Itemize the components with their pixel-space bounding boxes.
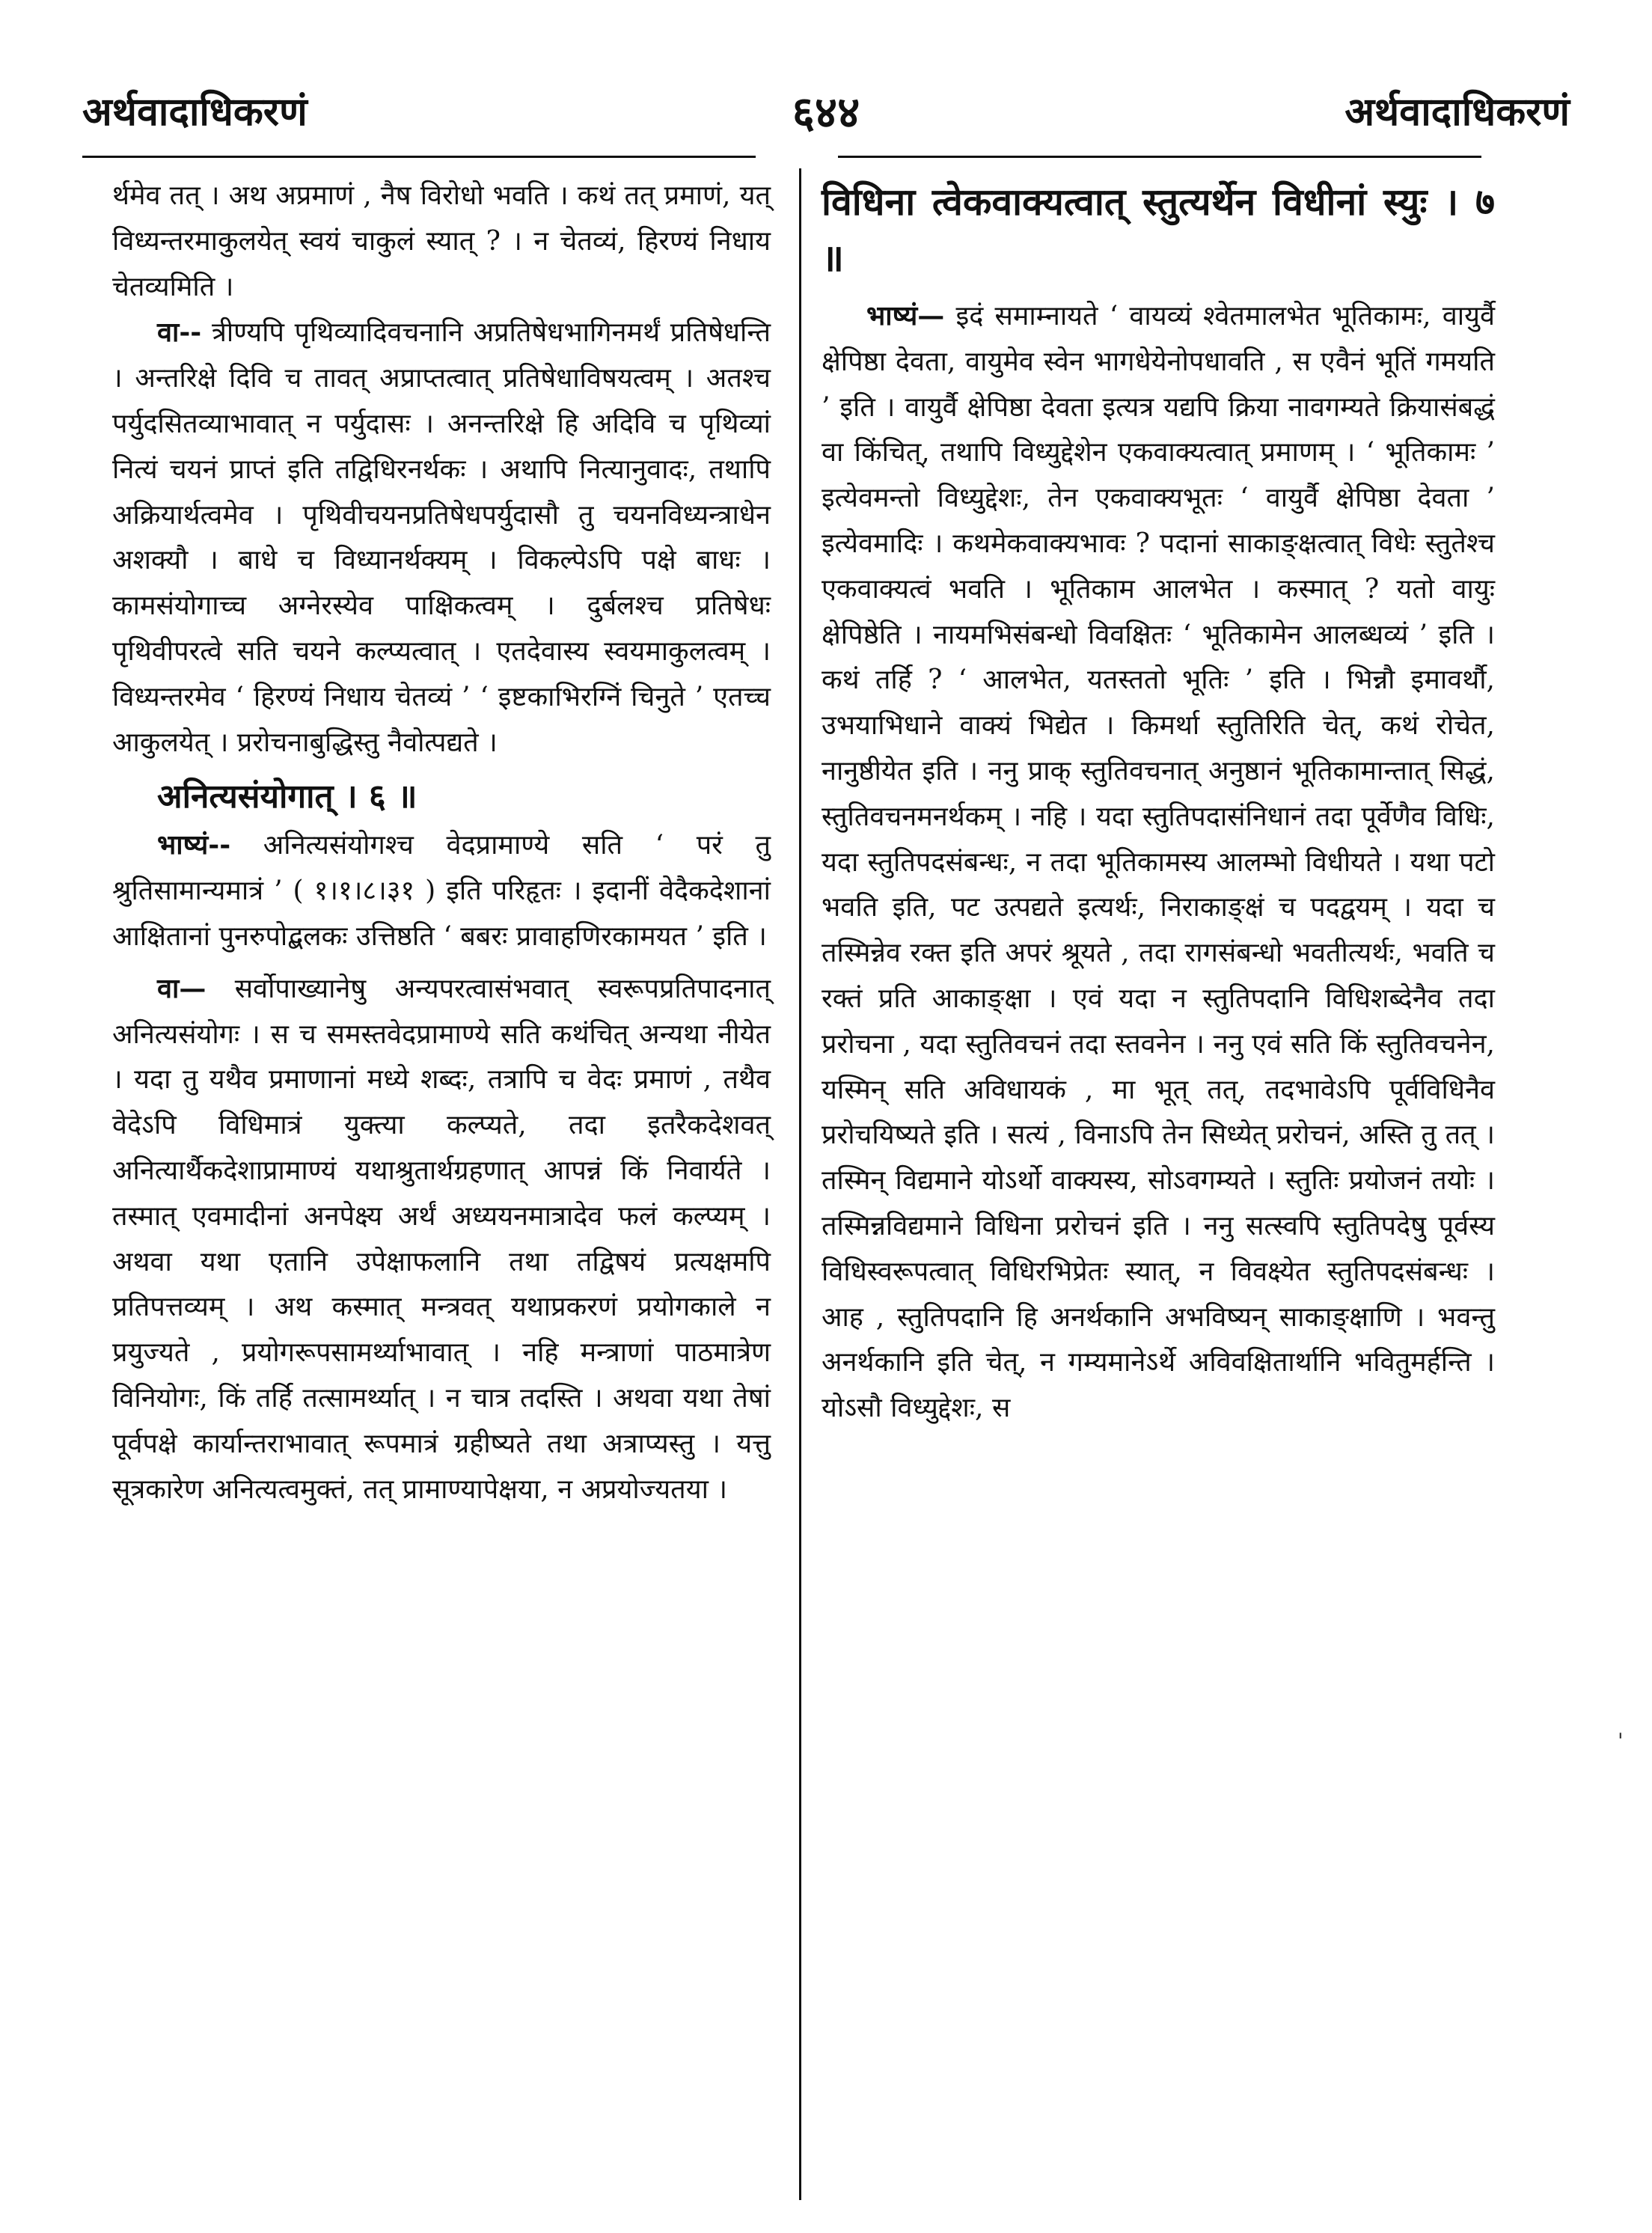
right-column bbox=[822, 174, 1495, 1432]
vartika-text: त्रीण्यपि पृथिव्यादिवचनानि अप्रतिषेधभागिनमर्थं प्रतिषेधन्ति । अन्तरिक्षे दिवि च तावत् अप्राप्तत्वात् प्रतिषेधाविषयत्वम् । अतश्च पर्युदसितव्याभावात् न पर्युदासः । अनन्तरिक्षे हि अदिवि च पृथिव्यां नित्यं चयनं प्राप्तं इति तद्विधिरनर्थकः । अथापि नित्यानुवादः, तथापि अक्रियार्थत्वमेव । पृथिवीचयनप्रतिषेधपर्युदासौ तु चयनविध्यन्त्राधेन अशक्यौ । बाधे च विध्यानर्थक्यम् । विकल्पेऽपि पक्षे बाधः । कामसंयोगाच्च अग्नेरस्येव पाक्षिकत्वम् । दुर्बलश्च प्रतिषेधः पृथिवीपरत्वे सति चयने कल्प्यत्वात् । एतदेवास्य स्वयमाकुलत्वम् । विध्यन्तरमेव ‘ हिरण्यं निधाय चेतव्यं ’ ‘ इष्टकाभिरग्निं चिनुते ’ एतच्च आकुलयेत् । प्ररोचनाबुद्धिस्तु नैवोत्पद्यते । bbox=[112, 317, 771, 758]
vartika-label-2: वा— bbox=[157, 972, 206, 1004]
column-divider bbox=[799, 168, 801, 2200]
bhashya-label: भाष्यं-- bbox=[157, 829, 231, 861]
continuation-paragraph: र्थमेव तत् । अथ अप्रमाणं , नैष विरोधो भवति । कथं तत् प्रमाणं, यत् विध्यन्तरमाकुलयेत् स्वयं चाकुलं स्यात् ? । न चेतव्यं, हिरण्यं निधाय चेतव्यमिति । bbox=[112, 180, 771, 302]
vartika-paragraph-2 bbox=[112, 966, 771, 1513]
running-title-left: अर्थवादाधिकरणं bbox=[82, 89, 308, 135]
page-number: ६४४ bbox=[792, 87, 860, 138]
header-rule-right bbox=[838, 156, 1481, 158]
vartika-text-2: सर्वोपाख्यानेषु अन्यपरत्वासंभवात् स्वरूपप्रतिपादनात् अनित्यसंयोगः । स च समस्तवेदप्रामाण्ये सति कथंचित् अन्यथा नीयेत । यदा तु यथैव प्रमाणानां मध्ये शब्दः, तत्रापि च वेदः प्रमाणं , तथैव वेदेऽपि विधिमात्रं युक्त्या कल्प्यते, तदा इतरैकदेशवत् अनित्यार्थैकदेशाप्रामाण्यं यथाश्रुतार्थग्रहणात् आपन्नं किं निवार्यते । तस्मात् एवमादीनां अनपेक्ष्य अर्थं अध्ययनमात्रादेव फलं कल्प्यम् । अथवा यथा एतानि उपेक्षाफलानि तथा तद्विषयं प्रत्यक्षमपि प्रतिपत्तव्यम् । अथ कस्मात् मन्त्रवत् यथाप्रकरणं प्रयोगकाले न प्रयुज्यते , प्रयोगरूपसामर्थ्याभावात् । नहि मन्त्राणां पाठमात्रेण विनियोगः, किं तर्हि तत्सामर्थ्यात् । न चात्र तदस्ति । अथवा यथा तेषां पूर्वपक्षे कार्यान्तराभावात् रूपमात्रं ग्रहीष्यते तथा अत्राप्यस्तु । यत्तु सूत्रकारेण अनित्यत्वमुक्तं, तत् प्रामाण्यापेक्षया, न अप्रयोज्यतया । bbox=[112, 973, 771, 1505]
header-rule-left bbox=[82, 156, 756, 158]
bhashya-paragraph-right bbox=[822, 293, 1495, 1432]
vartika-label: वा-- bbox=[157, 317, 202, 349]
sutra-6: अनित्यसंयोगात् । ६ ॥ bbox=[157, 778, 417, 816]
sutra-7: विधिना त्वेकवाक्यत्वात् स्तुत्यर्थेन विधीनां स्युः । ७ ॥ bbox=[822, 180, 1495, 280]
page-header bbox=[82, 79, 1570, 146]
bhashya-text: अनित्यसंयोगश्च वेदप्रामाण्ये सति ‘ परं तु श्रुतिसामान्यमात्रं ’ ( १।१।८।३१ ) इति परिहृतः । इदानीं वेदैकदेशानां आक्षितानां पुनरुपोद्बलकः उत्तिष्ठति ‘ बबरः प्रावाहणिरकामयत ’ इति । bbox=[112, 830, 771, 952]
margin-mark: ' bbox=[1618, 1729, 1624, 1753]
bhashya-paragraph bbox=[112, 822, 771, 959]
left-column bbox=[112, 174, 771, 1512]
vartika-paragraph bbox=[112, 310, 771, 766]
bhashya-text-right: इदं समाम्नायते ‘ वायव्यं श्वेतमालभेत भूतिकामः, वायुर्वै क्षेपिष्ठा देवता, वायुमेव स्वेन भागधेयेनोपधावति , स एवैनं भूतिं गमयति ’ इति । वायुर्वै क्षेपिष्ठा देवता इत्यत्र यद्यपि क्रिया नावगम्यते क्रियासंबद्धं वा किंचित्, तथापि विध्युद्देशेन एकवाक्यत्वात् प्रमाणम् । ‘ भूतिकामः ’ इत्येवमन्तो विध्युद्देशः, तेन एकवाक्यभूतः ‘ वायुर्वै क्षेपिष्ठा देवता ’ इत्येवमादिः । कथमेकवाक्यभावः ? पदानां साकाङ्क्षत्वात् विधेः स्तुतेश्च एकवाक्यत्वं भवति । भूतिकाम आलभेत । कस्मात् ? यतो वायुः क्षेपिष्ठेति । नायमभिसंबन्धो विवक्षितः ‘ भूतिकामेन आलब्धव्यं ’ इति । कथं तर्हि ? ‘ आलभेत, यतस्ततो भूतिः ’ इति । भिन्नौ इमावर्थौ, उभयाभिधाने वाक्यं भिद्येत । किमर्था स्तुतिरिति चेत्, कथं रोचेत, नानुष्ठीयेत इति । ननु प्राक् स्तुतिवचनात् अनुष्ठानं भूतिकामान्तात् सिद्धं, स्तुतिवचनमनर्थकम् । नहि । यदा स्तुतिपदासंनिधानं तदा पूर्वेणैव विधिः, यदा स्तुतिपदसंबन्धः, न तदा भूतिकामस्य आलम्भो विधीयते । यथा पटो भवति इति, पट उत्पद्यते इत्यर्थः, निराकाङ्क्षं च पदद्वयम् । यदा च तस्मिन्नेव रक्त इति अपरं श्रूयते , तदा रागसंबन्धो भवतीत्यर्थः, भवति च रक्तं प्रति आकाङ्क्षा । एवं यदा न स्तुतिपदानि विधिशब्देनैव तदा प्ररोचना , यदा स्तुतिवचनं तदा स्तवनेन । ननु एवं सति किं स्तुतिवचनेन, यस्मिन् सति अविधायकं , मा भूत् तत्, तदभावेऽपि पूर्वविधिनैव प्ररोचयिष्यते इति । सत्यं , विनाऽपि तेन सिध्येत् प्ररोचनं, अस्ति तु तत् । तस्मिन् विद्यमाने योऽर्थो वाक्यस्य, सोऽवगम्यते । स्तुतिः प्रयोजनं तयोः । तस्मिन्नविद्यमाने विधिना प्ररोचनं इति । ननु सत्स्वपि स्तुतिपदेषु पूर्वस्य विधिस्वरूपत्वात् विधिरभिप्रेतः स्यात्, न विवक्ष्येत स्तुतिपदसंबन्धः । आह , स्तुतिपदानि हि अनर्थकानि अभविष्यन् साकाङ्क्षाणि । भवन्तु अनर्थकानि इति चेत्, न गम्यमानेऽर्थे अविवक्षितार्थानि भवितुमर्हन्ति । योऽसौ विध्युद्देशः, स bbox=[822, 301, 1495, 1424]
bhashya-label-right: भाष्यं— bbox=[866, 300, 945, 332]
running-title-right: अर्थवादाधिकरणं bbox=[1344, 89, 1570, 135]
